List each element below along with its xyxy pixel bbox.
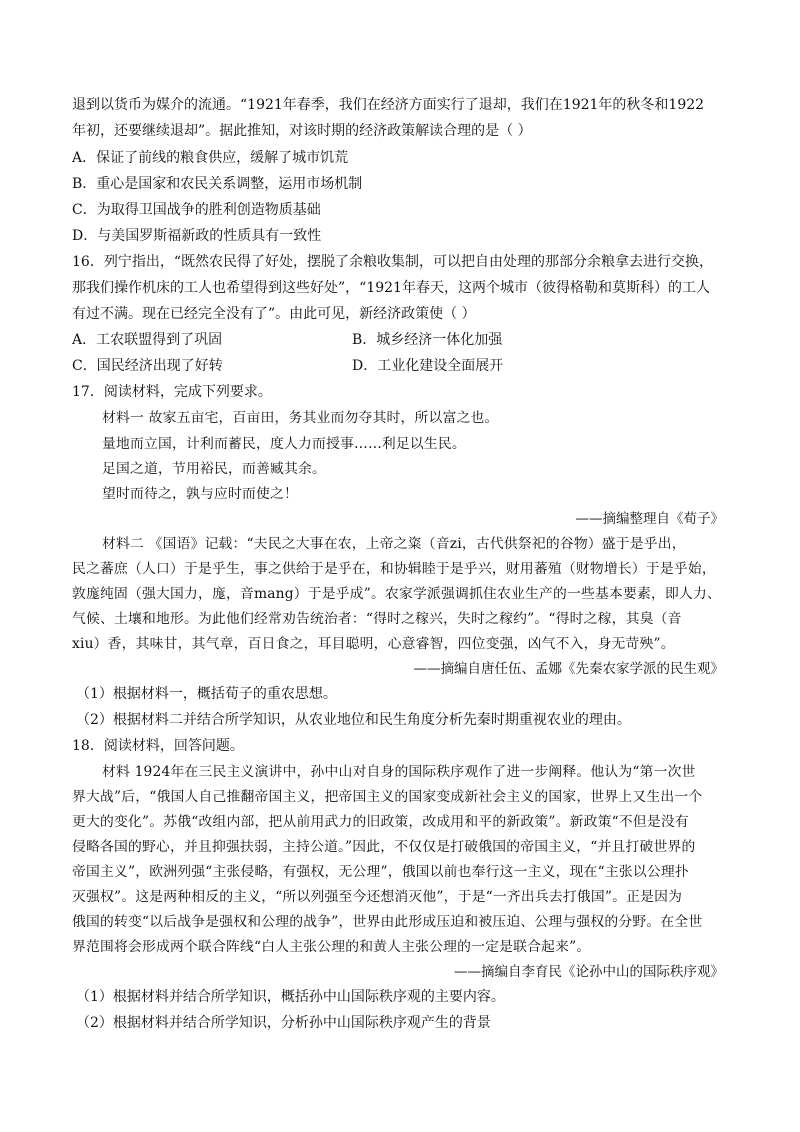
q18-material-line-2: 界大战”后，“俄国人自己推翻帝国主义，把帝国主义的国家变成新社会主义的国家，世界上又生出一个 [72, 789, 703, 805]
q18-material-line-6: 灭强权”。这是两种相反的主义，“所以列强至今还想消灭他”，于是“一齐出兵去打俄国”。正是因为 [72, 889, 683, 905]
q17-material-2-line-3: 敦庬纯固（强大国力，庬，音mang）于是乎成”。农家学派强调抓住农业生产的一些基本要素，即人力、 [72, 586, 721, 602]
q16-text-line-2: 那我们操作机床的工人也希望得到这些好处”，“1921年春天，这两个城市（彼得格勒和莫斯科）的工人 [72, 280, 710, 296]
q18-material-line-7: 俄国的转变“以后战争是强权和公理的战争”，世界由此形成压迫和被压迫、公理与强权的分野。在全世 [72, 914, 703, 930]
q17-material-1-line-2: 量地而立国，计利而蓄民，度人力而授事……利足以生民。 [102, 436, 466, 452]
q17-material-2-line-5: xiu）香，其味甘，其气章，百日食之，耳目聪明，心意睿智，四位变强，凶气不入，身无苛殃”。 [72, 636, 675, 652]
q15-text-line-2: 年初，还要继续退却”。据此推知，对该时期的经济政策解读合理的是（ ） [72, 123, 532, 139]
q17-material-1-source: ——摘编整理自《荀子》 [575, 511, 724, 527]
q17-subquestion-1: （1）根据材料一，概括荀子的重农思想。 [76, 686, 337, 702]
q17-material-2-source: ——摘编自唐任伍、孟娜《先秦农家学派的民生观》 [413, 661, 724, 677]
q16-option-b: B．城乡经济一体化加强 [352, 332, 503, 348]
q17-subquestion-2: （2）根据材料二并结合所学知识，从农业地位和民生角度分析先秦时期重视农业的理由。 [76, 712, 631, 728]
q18-subquestion-1: （1）根据材料并结合所学知识，概括孙中山国际秩序观的主要内容。 [76, 989, 505, 1005]
q18-subquestion-2: （2）根据材料并结合所学知识，分析孙中山国际秩序观产生的背景 [76, 1015, 491, 1031]
q18-material-line-3: 更大的变化”。苏俄“改组内部，把从前用武力的旧政策，改成用和平的新政策”。新政策“不但是没有 [72, 814, 689, 830]
q15-option-d: D．与美国罗斯福新政的性质具有一致性 [72, 228, 322, 244]
q18-material-line-5: 帝国主义”，欧洲列强“主张侵略，有强权，无公理”，俄国以前也奉行这一主义，现在“主张以公理扑 [72, 864, 689, 880]
q17-material-1-line-1: 材料一 故家五亩宅，百亩田，务其业而勿夺其时，所以富之也。 [102, 410, 499, 426]
q15-option-c: C．为取得卫国战争的胜利创造物质基础 [72, 202, 321, 218]
q16-option-d: D．工业化建设全面展开 [352, 358, 504, 374]
q15-option-a: A．保证了前线的粮食供应，缓解了城市饥荒 [72, 150, 349, 166]
q15-text-line-1: 退到以货币为媒介的流通。“1921年春季，我们在经济方面实行了退却，我们在1921年的秋冬和1922 [72, 97, 705, 113]
q18-material-source: ——摘编自李育民《论孙中山的国际秩序观》 [454, 964, 724, 980]
q18-material-line-8: 界范围将会形成两个联合阵线“白人主张公理的和黄人主张公理的一定是联合起来”。 [72, 939, 591, 955]
q16-text-line-1: 16．列宁指出，“既然农民得了好处，摆脱了余粮收集制，可以把自由处理的那部分余粮拿去进行交换， [72, 254, 713, 270]
q15-option-b: B．重心是国家和农民关系调整，运用市场机制 [72, 176, 363, 192]
q18-material-line-1: 材料 1924年在三民主义演讲中，孙中山对自身的国际秩序观作了进一步阐释。他认为“第一次世 [102, 764, 696, 780]
q17-material-2-line-4: 气候、土壤和地形。为此他们经常劝告统治者：“得时之稼兴，失时之稼约”。“得时之稼，其臭（音 [72, 611, 682, 627]
q18-stem: 18．阅读材料，回答问题。 [72, 738, 244, 754]
q17-material-2-line-2: 民之蕃庶（人口）于是乎生，事之供给于是乎在，和协辑睦于是乎兴，财用蕃殖（财物增长）于是乎始， [72, 561, 716, 577]
q16-option-c: C．国民经济出现了好转 [72, 358, 223, 374]
q17-material-1-line-4: 望时而待之，孰与应时而使之！ [102, 486, 298, 502]
q18-material-line-4: 侵略各国的野心，并且抑强扶弱，主持公道。”因此，不仅仅是打破俄国的帝国主义，“并且打破世界的 [72, 839, 696, 855]
q17-material-1-line-3: 足国之道，节用裕民，而善臧其余。 [102, 461, 326, 477]
q16-text-line-3: 有过不满。现在已经完全没有了”。由此可见，新经济政策使（ ） [72, 306, 476, 322]
q17-material-2-line-1: 材料二 《国语》记载：“夫民之大事在农，上帝之粢（音zi，古代供祭祀的谷物）盛于是乎出， [102, 536, 686, 552]
q16-option-a: A．工农联盟得到了巩固 [72, 332, 223, 348]
q17-stem: 17．阅读材料，完成下列要求。 [72, 384, 272, 400]
